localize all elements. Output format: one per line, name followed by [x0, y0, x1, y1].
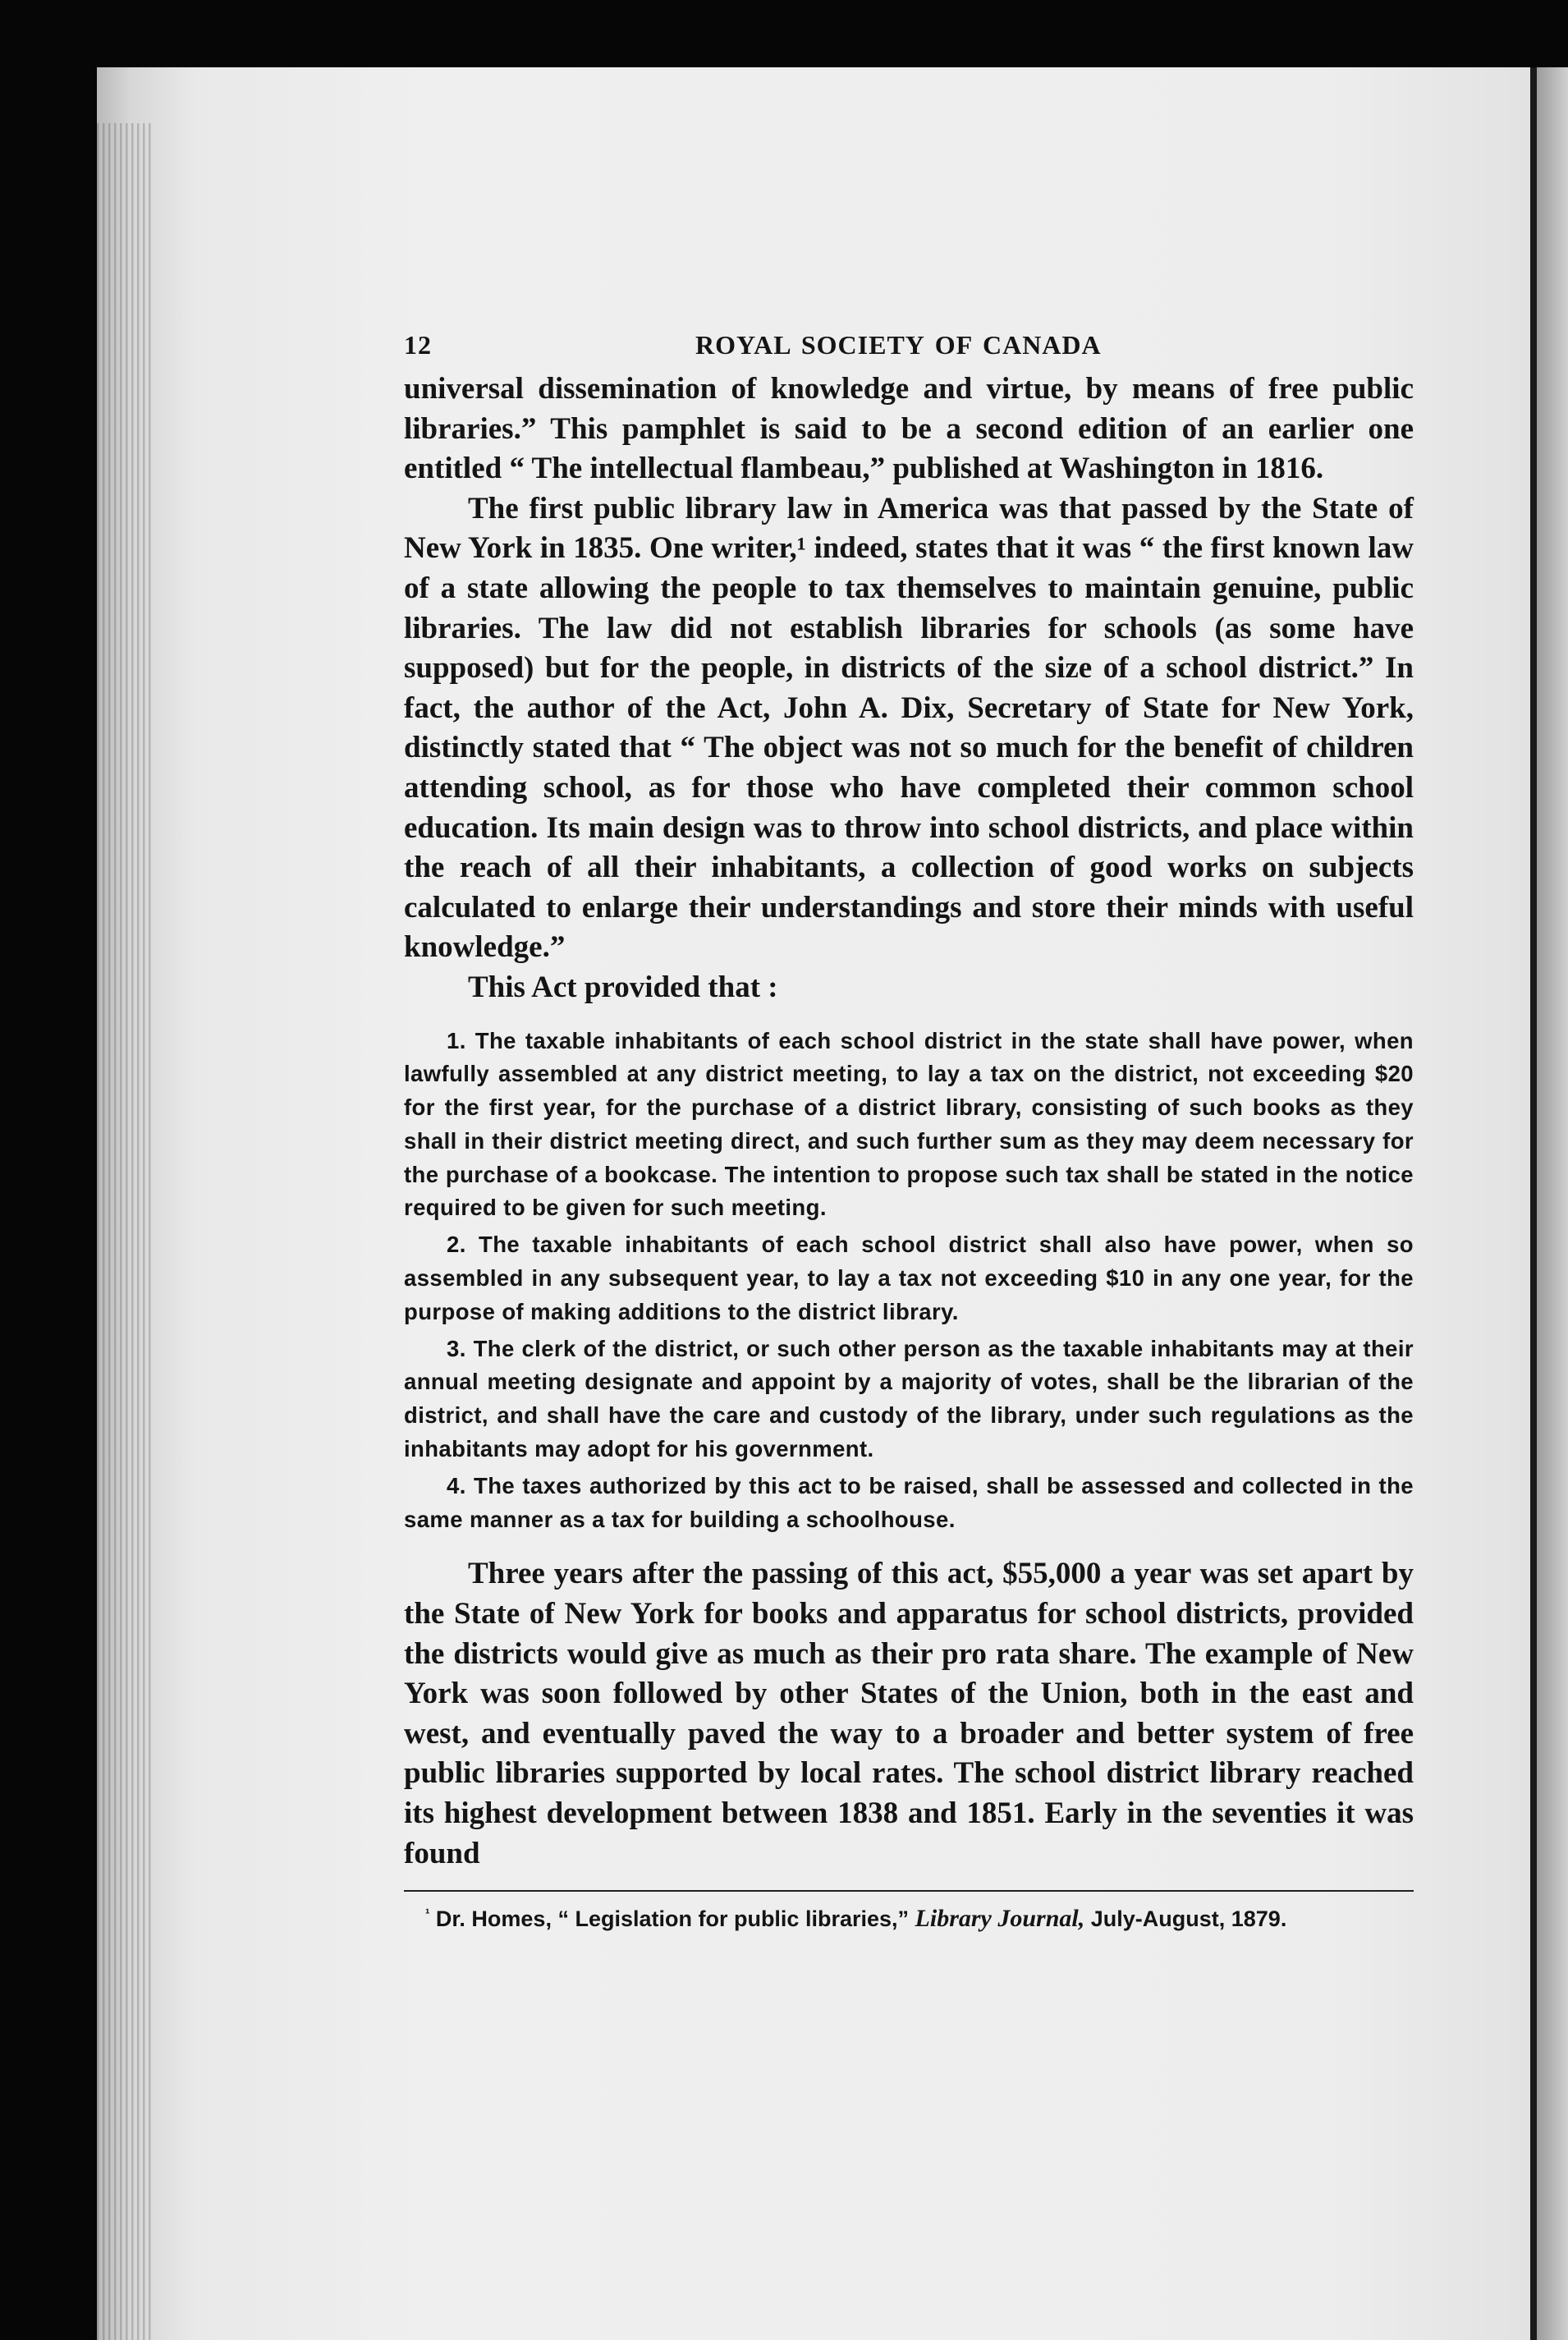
- running-head: [404, 312, 1414, 369]
- act-clause: 3. The clerk of the district, or such other person as the taxable inhabitants may at their annual meeting designate and appoint by a majority of votes, shall be the librarian of the district, and shall have the care and custody of the library, under such regulations as the inhabitants may adopt for his government.: [404, 1335, 1414, 1462]
- paragraph-continuation: universal dissemination of knowledge and virtue, by means of free public libraries.” This pamphlet is said to be a second edition of an earlier one entitled “ The intellectual flambeau,” published at Washington in 1816.: [404, 372, 1414, 486]
- act-clause: 2. The taxable inhabitants of each school district shall also have power, when so assembled in any subsequent year, to lay a tax not exceeding $10 in any one year, for the purpose of making additions to the district library.: [404, 1232, 1414, 1324]
- page-text: [404, 312, 1414, 1934]
- footnote-text-after: July-August, 1879.: [1084, 1906, 1287, 1932]
- page-number: 12: [404, 330, 432, 360]
- page-edge-right: [1537, 67, 1568, 2340]
- footnote-text-before: Dr. Homes, “ Legislation for public libraries,”: [429, 1906, 915, 1932]
- act-clause: 1. The taxable inhabitants of each school district in the state shall have power, when lawfully assembled at any district meeting, to lay a tax on the district, not exceeding $20 for the first year, for the purchase of a district library, consisting of such books as they shall in their district meeting direct, and such further sum as they may deem necessary for the purchase of a bookcase. The intention to propose such tax shall be stated in the notice required to be given for such meeting.: [404, 1027, 1414, 1221]
- page-edge-left: [97, 123, 154, 2340]
- footnote: [404, 1903, 1414, 1934]
- paragraph-three-years-after: Three years after the passing of this act, $55,000 a year was set apart by the State of New York for books and apparatus for school districts, provided the districts would give as much as their pro rata share. The example of New York was soon followed by other States of the Union, both in the east and west, and eventually paved the way to a broader and better system of free public libraries supported by local rates. The school district library reached its highest development between 1838 and 1851. Early in the seventies it was found: [404, 1557, 1414, 1870]
- footnote-journal: Library Journal,: [915, 1905, 1085, 1933]
- running-title: ROYAL SOCIETY OF CANADA: [695, 330, 1102, 360]
- footnote-rule: [404, 1890, 1414, 1892]
- act-clauses: [404, 1025, 1414, 1537]
- page-gutter-right: [1530, 67, 1537, 2340]
- paragraph-first-library-law: The first public library law in America was that passed by the State of New York in 1835. One writer,¹ indeed, states that it was “ the first known law of a state allowing the people to tax themselves to maintain genuine, public libraries. The law did not establish libraries for schools (as some have supposed) but for the people, in districts of the size of a school district.” In fact, the author of the Act, John A. Dix, Secretary of State for New York, distinctly stated that “ The object was not so much for the benefit of children attending school, as for those who have completed their common school education. Its main design was to throw into school districts, and place within the reach of all their inhabitants, a collection of good works on subjects calculated to enlarge their understandings and store their minds with useful knowledge.”: [404, 491, 1414, 965]
- footnote-marker: ¹: [425, 1906, 430, 1922]
- act-clause: 4. The taxes authorized by this act to be raised, shall be assessed and collected in the same manner as a tax for building a schoolhouse.: [404, 1472, 1414, 1532]
- paragraph-act-provided: This Act provided that :: [468, 970, 778, 1004]
